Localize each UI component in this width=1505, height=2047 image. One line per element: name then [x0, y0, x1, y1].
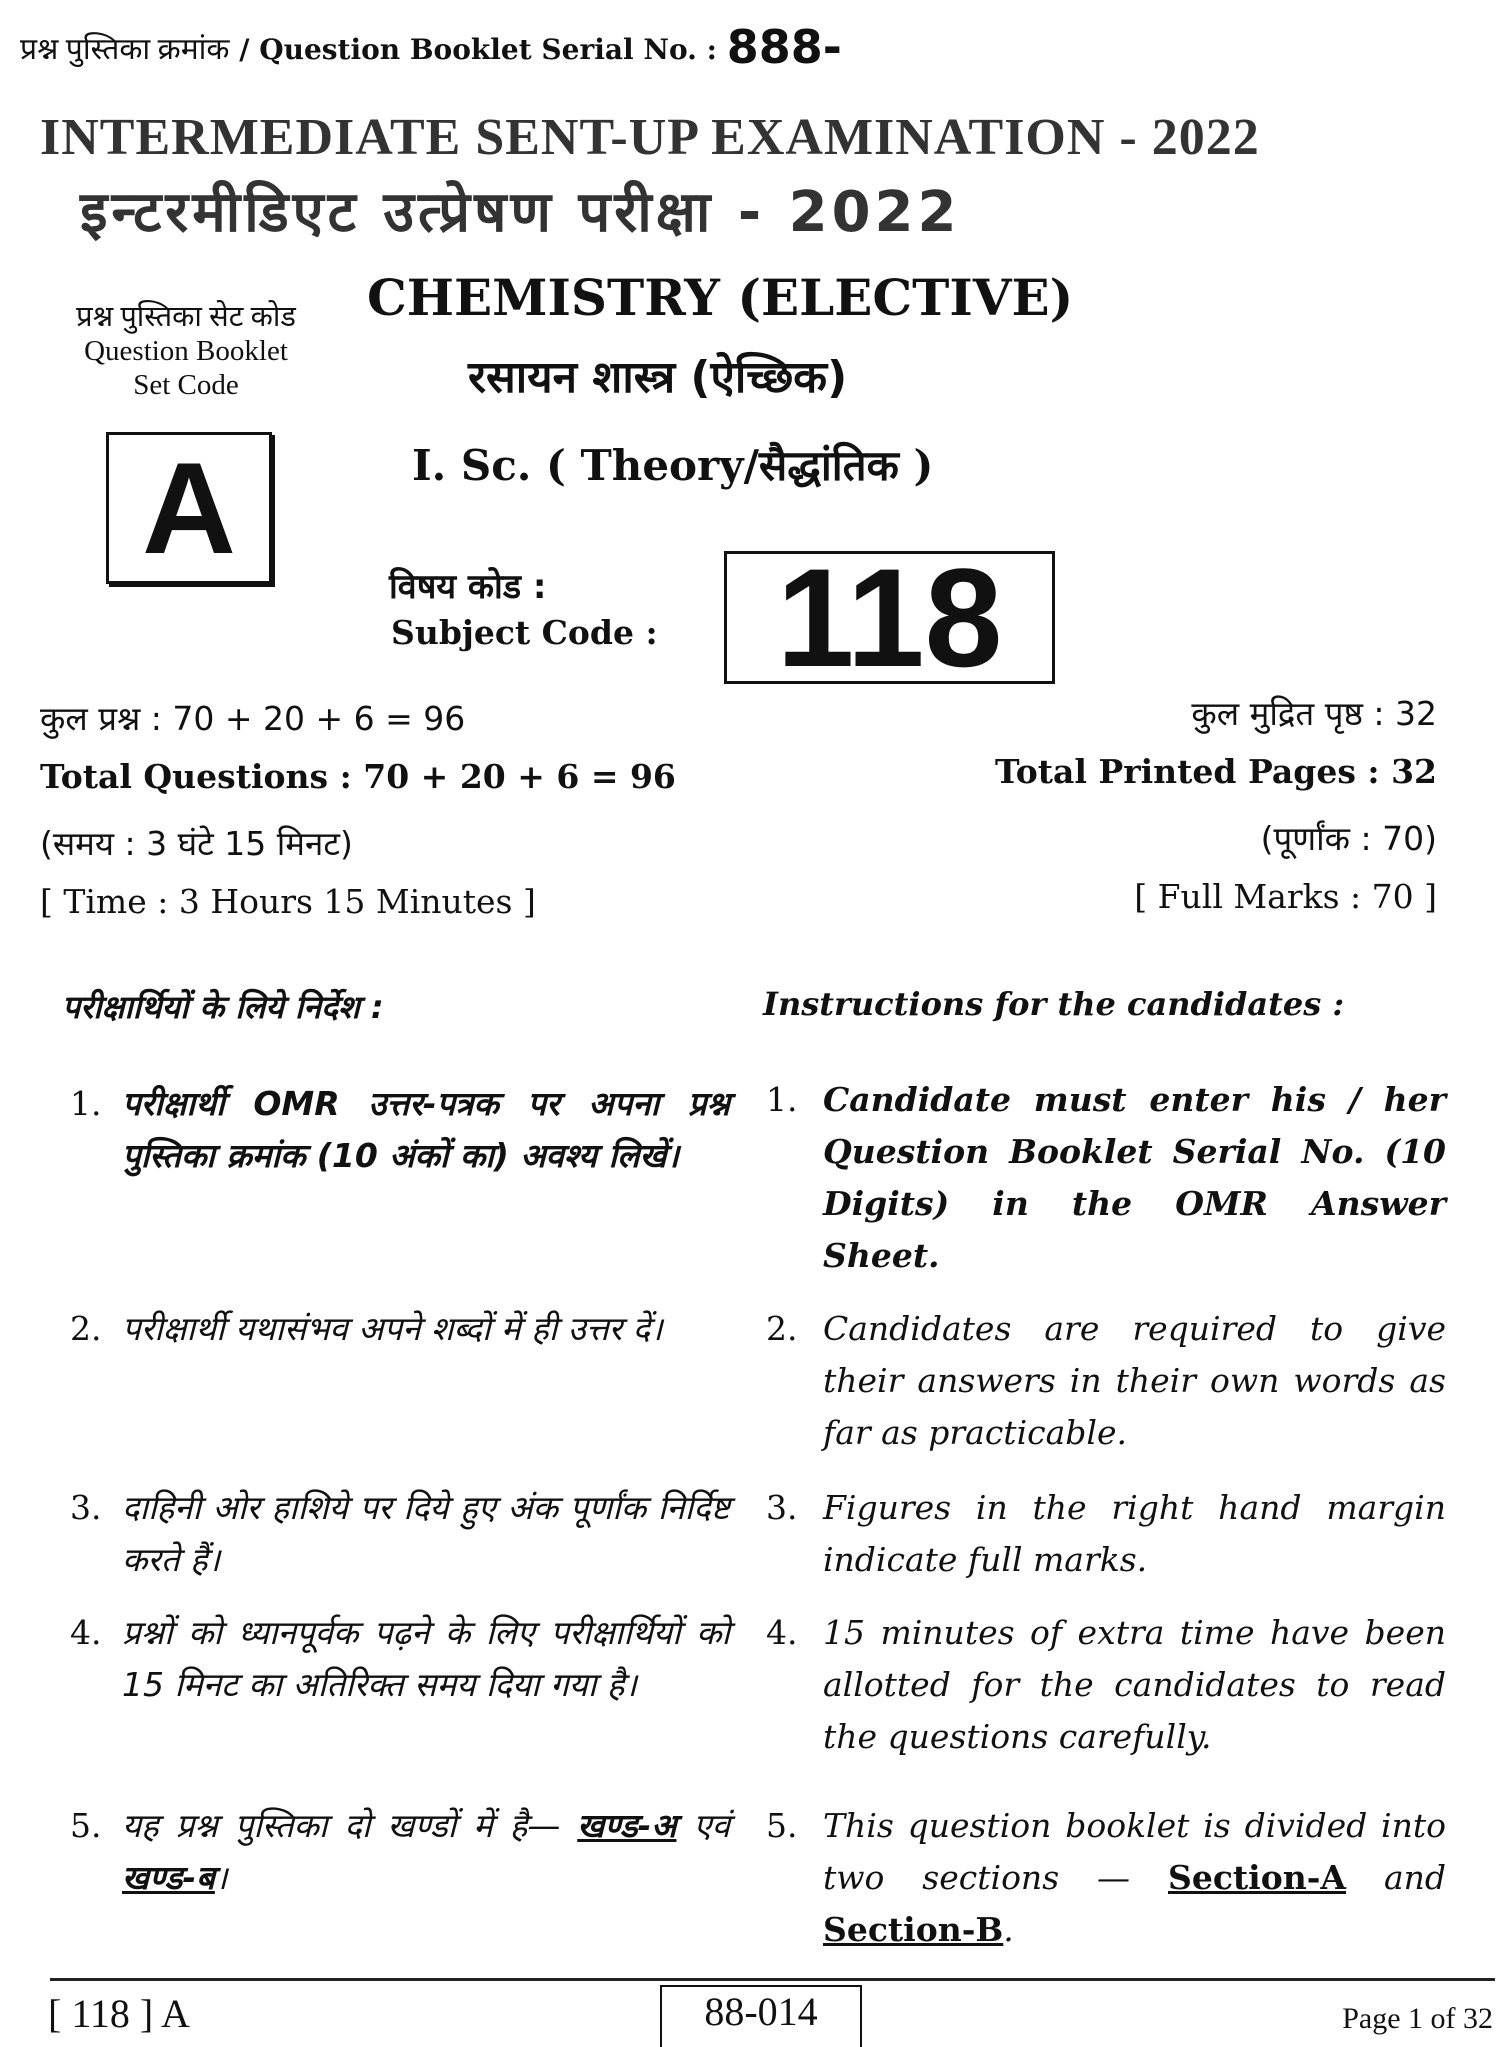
item-text: Candidates are required to give their answers in their own words as far as practicable. — [823, 1309, 1446, 1452]
text: This question booklet is divided into two sections — — [823, 1806, 1446, 1897]
full-marks-en: [ Full Marks : 70 ] — [1134, 877, 1437, 916]
footer-batch-box: 88-014 — [660, 1985, 862, 2047]
full-marks-hi: (पूर्णांक : 70) — [1260, 819, 1437, 858]
item-number: 2. — [70, 1309, 102, 1348]
item-text: परीक्षार्थी OMR उत्तर-पत्रक पर अपना प्रश्न पुस्तिका क्रमांक (10 अंकों का) अवश्य लिखें। — [122, 1084, 730, 1175]
item-number: 2. — [766, 1309, 798, 1348]
text: एवं — [676, 1806, 730, 1845]
subject-code-label-hi: विषय कोड : — [389, 567, 547, 607]
section-a-en: Section-A — [1168, 1858, 1347, 1897]
item-text: 15 minutes of extra time have been allotted for the candidates to read the questions carefully. — [823, 1613, 1446, 1756]
printed-pages-hi: कुल मुद्रित पृष्ठ : 32 — [1191, 694, 1437, 733]
instructions-heading-en: Instructions for the candidates : — [763, 985, 1345, 1023]
serial-label-en: / Question Booklet Serial No. : — [229, 33, 727, 66]
text: । — [214, 1858, 228, 1897]
item-text: Candidate must enter his / her Question Booklet Serial No. (10 Digits) in the OMR Answer Sheet. — [823, 1080, 1446, 1275]
item-number: 4. — [70, 1613, 102, 1652]
text: and — [1346, 1858, 1446, 1897]
subject-name-hi: रसायन शास्त्र (ऐच्छिक) — [468, 352, 848, 403]
booklet-serial-line — [20, 20, 842, 74]
course-label: I. Sc. ( Theory/सैद्धांतिक ) — [412, 441, 934, 490]
section-b-en: Section-B — [823, 1910, 1004, 1949]
section-a-hi: खण्ड-अ — [577, 1806, 677, 1845]
item-text: दाहिनी ओर हाशिये पर दिये हुए अंक पूर्णांक निर्दिष्ट करते हैं। — [122, 1488, 730, 1579]
exam-title-en: INTERMEDIATE SENT-UP EXAMINATION - 2022 — [40, 109, 1260, 166]
set-code-label-en-1: Question Booklet — [84, 335, 288, 367]
serial-number: 888- — [726, 20, 842, 74]
item-number: 5. — [70, 1806, 102, 1845]
time-hi: (समय : 3 घंटे 15 मिनट) — [40, 824, 353, 863]
item-number: 3. — [70, 1488, 102, 1527]
subject-code-box: 118 — [724, 551, 1055, 684]
item-text — [823, 1800, 1446, 1956]
serial-label-hi: प्रश्न पुस्तिका क्रमांक — [20, 33, 230, 66]
subject-name-en: CHEMISTRY (ELECTIVE) — [367, 268, 1074, 327]
item-number: 5. — [766, 1806, 798, 1845]
item-number: 4. — [766, 1613, 798, 1652]
item-text: परीक्षार्थी यथासंभव अपने शब्दों में ही उत्तर दें। — [122, 1309, 663, 1348]
set-code-label-en-2: Set Code — [133, 369, 239, 401]
set-code-label — [36, 300, 336, 402]
instructions-heading-hi: परीक्षार्थियों के लिये निर्देश : — [62, 988, 384, 1026]
text: यह प्रश्न पुस्तिका दो खण्डों में है— — [122, 1806, 578, 1845]
item-number: 1. — [766, 1080, 798, 1119]
item-text — [122, 1800, 730, 1904]
item-number: 3. — [766, 1488, 798, 1527]
footer-divider — [50, 1978, 1495, 1981]
item-text: Figures in the right hand margin indicate full marks. — [823, 1488, 1446, 1579]
total-questions-hi: कुल प्रश्न : 70 + 20 + 6 = 96 — [40, 699, 466, 738]
subject-code-label-en: Subject Code : — [391, 613, 658, 652]
time-en: [ Time : 3 Hours 15 Minutes ] — [40, 882, 536, 921]
page-number: Page 1 of 32 — [1342, 2002, 1493, 2035]
text: . — [1003, 1910, 1014, 1949]
item-number: 1. — [70, 1084, 102, 1123]
set-code-box: A — [106, 432, 272, 584]
section-b-hi: खण्ड-ब — [122, 1858, 215, 1897]
item-text: प्रश्नों को ध्यानपूर्वक पढ़ने के लिए परीक्षार्थियों को 15 मिनट का अतिरिक्त समय दिया गया है। — [122, 1613, 730, 1704]
exam-title-hi: इन्टरमीडिएट उत्प्रेषण परीक्षा - 2022 — [80, 180, 961, 245]
printed-pages-en: Total Printed Pages : 32 — [994, 752, 1437, 791]
total-questions-en: Total Questions : 70 + 20 + 6 = 96 — [40, 757, 676, 796]
footer-code: [ 118 ] A — [48, 1991, 190, 2036]
set-code-label-hi: प्रश्न पुस्तिका सेट कोड — [76, 301, 296, 333]
